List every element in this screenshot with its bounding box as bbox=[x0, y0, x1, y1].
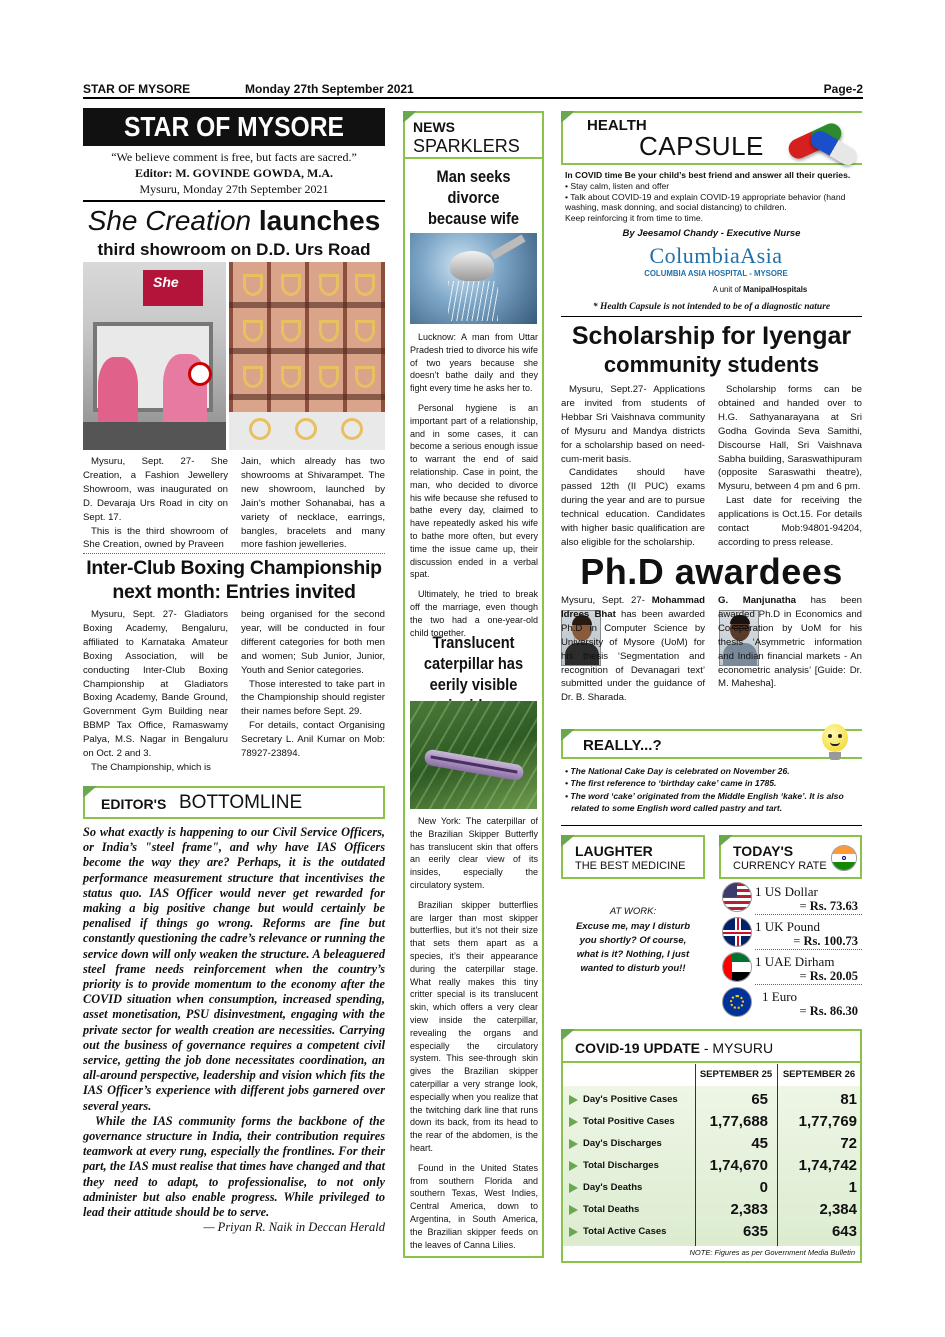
editors-bottomline-body bbox=[83, 825, 385, 1235]
scholarship-para-2: Candidates should have passed 12th (II PUC) exams during the year and are to pursue technical education. Candidates with higher basic qualification are also eligible for the scholarship. bbox=[561, 467, 705, 548]
covid-row-label: Day's Discharges bbox=[583, 1138, 662, 1149]
masthead-dateline: Mysuru, Monday 27th September 2021 bbox=[139, 182, 329, 196]
really-item-text: The National Cake Day is celebrated on November 26. bbox=[570, 766, 790, 776]
uae-flag-icon bbox=[722, 952, 752, 982]
covid-row-label: Total Positive Cases bbox=[583, 1116, 675, 1127]
phd-body-col1 bbox=[561, 594, 705, 705]
divider bbox=[563, 1061, 860, 1063]
laughter-heading: AT WORK: bbox=[609, 906, 657, 917]
editors-bottomline-credit: — Priyan R. Naik in Deccan Herald bbox=[203, 1220, 385, 1235]
scholarship-body-col1 bbox=[561, 383, 705, 550]
manipal-unit-b: ManipalHospitals bbox=[743, 285, 808, 294]
laughter-box bbox=[561, 835, 705, 879]
masthead-logo-text: STAR OF MYSORE bbox=[124, 111, 344, 142]
covid-value-sep25: 1,77,688 bbox=[709, 1113, 768, 1130]
covid-value-sep25: 2,383 bbox=[730, 1201, 768, 1218]
covid-value-sep26: 1,74,742 bbox=[798, 1157, 857, 1174]
corner-triangle bbox=[561, 729, 575, 741]
she-creation-para-2: This is the third showroom of She Creation, owned by Praveen bbox=[83, 525, 228, 551]
laughter-label-b: THE BEST MEDICINE bbox=[575, 860, 686, 872]
uk-flag-icon bbox=[722, 917, 752, 947]
phd-col1-lead: Mysuru, Sept. 27- bbox=[561, 595, 652, 606]
corner-triangle bbox=[561, 111, 575, 123]
currency-box bbox=[719, 835, 862, 879]
page-header bbox=[83, 81, 863, 99]
arrow-icon bbox=[569, 1227, 578, 1237]
scholarship-title-2: community students bbox=[603, 352, 820, 377]
currency-name: 1 US Dollar bbox=[755, 884, 818, 899]
columbia-asia-logo bbox=[641, 244, 791, 268]
currency-rate-value: Rs. 73.63 bbox=[809, 899, 858, 913]
header-paper-name: STAR OF MYSORE bbox=[83, 82, 191, 96]
she-creation-title bbox=[83, 205, 385, 237]
scholarship-body-col2 bbox=[718, 383, 862, 550]
covid-row bbox=[563, 1177, 861, 1199]
scholarship-para-3: Scholarship forms can be obtained and handed over to H.G. Sathyanarayana at Sri Godha Govinda Seva Samithi, Discourse Hall, Sri Vaishnava Sabha building, Saraswathipuram (opposite Saraswathi theatre), Mysuru, between 4 pm and 6 pm. bbox=[718, 384, 862, 493]
currency-label-b: CURRENCY RATE bbox=[733, 860, 827, 872]
really-item: • The word ‘cake’ originated from the Middle English ‘kake’. It is also related to some English word called pastry and tart. bbox=[565, 790, 844, 813]
sparkler-story1-para-2: Personal hygiene is an important part of a relationship, and in some cases, it can become a serious enough issue to warrant the end of said relationship. Case in point, the man, who decided to divorce his wife because she refused to bathe every day, claimed to have repeatedly asked his wife to bathe more often, but every time the issue came up, their discussion ended in a verbal spat. bbox=[410, 402, 538, 580]
scholarship-title-1: Scholarship for Iyengar bbox=[571, 322, 852, 350]
laughter-label-a: LAUGHTER bbox=[575, 843, 653, 859]
covid-row bbox=[563, 1199, 861, 1221]
header-page-number: Page-2 bbox=[823, 82, 863, 96]
covid-row-label: Total Discharges bbox=[583, 1160, 659, 1171]
health-capsule-body bbox=[565, 170, 861, 224]
columbia-asia-logo-b: Asia bbox=[740, 243, 783, 268]
covid-table bbox=[563, 1086, 860, 1246]
boxing-body-col2 bbox=[241, 608, 385, 761]
sparkler-story1-body bbox=[410, 331, 538, 639]
eu-flag-icon bbox=[722, 987, 752, 1017]
storefront-sign: She bbox=[153, 274, 179, 290]
covid-value-sep25: 1,74,670 bbox=[709, 1157, 768, 1174]
news-sparklers-label-a: NEWS bbox=[413, 119, 455, 135]
corner-triangle bbox=[561, 835, 575, 847]
covid-row-label: Total Active Cases bbox=[583, 1226, 667, 1237]
arrow-icon bbox=[569, 1139, 578, 1149]
health-capsule-bullet-3: Keep reinforcing it from time to time. bbox=[565, 213, 704, 224]
health-capsule-byline: By Jeesamol Chandy - Executive Nurse bbox=[622, 228, 801, 239]
news-sparklers-label-b: SPARKLERS bbox=[413, 136, 520, 156]
arrow-icon bbox=[569, 1161, 578, 1171]
covid-row-label: Day's Deaths bbox=[583, 1182, 643, 1193]
really-item-text: The word ‘cake’ originated from the Middle English ‘kake’. It is also related to some English word called pastry and tart. bbox=[570, 790, 844, 813]
covid-row-label: Day's Positive Cases bbox=[583, 1094, 678, 1105]
really-item: • The first reference to ‘birthday cake’ came in 1785. bbox=[565, 778, 777, 789]
covid-label-a: COVID-19 UPDATE bbox=[575, 1040, 700, 1056]
boxing-para-5: For details, contact Organising Secretary L. Anil Kumar on Mob: 78927-23894. bbox=[241, 720, 385, 760]
she-creation-body-col2: Jain, which already has two showrooms at Shivarampet. The new showroom, launched by Jain’s mother Sohanabai, has a variety of necklace, earrings, bangles, bracelets and many more fashion jewelleries. bbox=[241, 456, 385, 551]
currency-rate-value: Rs. 20.05 bbox=[809, 969, 858, 983]
manipal-unit-line bbox=[700, 285, 820, 294]
capsule-pill-icon bbox=[783, 115, 861, 165]
currency-rate-value: Rs. 86.30 bbox=[809, 1004, 858, 1018]
boxing-body-col1 bbox=[83, 608, 228, 775]
covid-value-sep26: 643 bbox=[831, 1223, 857, 1240]
she-creation-title-italic: She Creation bbox=[87, 205, 252, 236]
corner-triangle bbox=[719, 835, 733, 847]
health-capsule-label-a: HEALTH bbox=[587, 117, 647, 134]
currency-rate: = Rs. 20.05 bbox=[799, 969, 858, 983]
arrow-icon bbox=[569, 1205, 578, 1215]
masthead-motto: “We believe comment is free, but facts are sacred.” bbox=[111, 150, 357, 164]
sparkler-story2-title: Translucent caterpillar has eerily visible bbox=[423, 633, 524, 694]
phd-col2-text: has been awarded Ph.D in Economics and Co-operation by UoM for his thesis ‘Asymmetric information and Indian financial markets - An econometric analysis’ [Guide: Dr. M. Mahesha]. bbox=[718, 595, 862, 690]
sparkler-story2-para-1: New York: The caterpillar of the Brazilian Skipper Butterfly has translucent skin that offers an eerily clear view of its insides, especially the circulatory system. bbox=[410, 816, 538, 890]
health-capsule-label-b: CAPSULE bbox=[639, 131, 764, 161]
lightbulb-icon bbox=[818, 722, 852, 764]
phd-col2-name: G. Manjunatha bbox=[718, 595, 797, 606]
editors-bottomline-label-a: EDITOR'S bbox=[101, 796, 167, 812]
phd-title: Ph.D awardees bbox=[580, 551, 843, 592]
divider bbox=[561, 825, 862, 826]
sparkler-story1-para-1: Lucknow: A man from Uttar Pradesh tried to divorce his wife of two years because she doesn’t bathe daily and they fight every time he asks her to. bbox=[410, 332, 538, 394]
editors-bottomline-label-b: BOTTOMLINE bbox=[179, 792, 303, 813]
covid-row bbox=[563, 1155, 861, 1177]
currency-label-a: TODAY'S bbox=[733, 843, 794, 859]
sparkler-story1-para-3: Ultimately, he tried to break off the marriage, even though the two had a one-year-old child together. bbox=[410, 589, 538, 638]
arrow-icon bbox=[569, 1117, 578, 1127]
she-creation-para-1: Mysuru, Sept. 27- She Creation, a Fashion Jewellery Showroom, was inaugurated on D. Devaraja Urs Road in city on Sept. 17. bbox=[83, 456, 228, 523]
she-creation-body-col1 bbox=[83, 455, 228, 552]
she-creation-storefront-photo bbox=[83, 262, 226, 450]
phd-col1-name: Mohammad Idrees Bhat bbox=[561, 595, 705, 620]
divider bbox=[755, 914, 862, 915]
manipal-unit-a: A unit of bbox=[712, 285, 744, 294]
covid-header bbox=[575, 1040, 773, 1058]
laughter-joke: Excuse me, may I disturb you shortly? Of course, what is it? Nothing, I just wanted to disturb you!! bbox=[575, 921, 691, 974]
currency-rate: = Rs. 100.73 bbox=[793, 934, 858, 948]
boxing-para-2: The Championship, which is bbox=[91, 761, 211, 773]
covid-value-sep25: 65 bbox=[751, 1091, 768, 1108]
health-capsule-bullet-1: • Stay calm, listen and offer bbox=[565, 180, 670, 191]
covid-value-sep26: 1 bbox=[848, 1179, 857, 1196]
covid-row bbox=[563, 1221, 861, 1243]
news-sparklers-header bbox=[405, 113, 542, 159]
health-capsule-header bbox=[561, 111, 862, 165]
really-list bbox=[565, 765, 862, 814]
currency-rate-value: Rs. 100.73 bbox=[803, 934, 858, 948]
header-date: Monday 27th September 2021 bbox=[245, 82, 414, 96]
currency-row-usd bbox=[722, 882, 862, 916]
currency-rate: = Rs. 86.30 bbox=[799, 1004, 858, 1018]
editors-bottomline-para-1: So what exactly is happening to our Civil Service Officers, or India’s "steel frame", and why have IAS Officers become the way they are? Perhaps, it is the outdated performance measurement structure that incentivises the status quo. IAS Officer would never get rewarded for making a big positive change but would certainly be penalised if things go wrong. Reforms are fine but constantly questioning the cadre’s relevance or running the service down will only weaken the structure. A beleaguered steel frame needs reinforcement when the country’s priority is to provide momentum to the economy after the COVID situation when consumption, increased spending, asset monetisation, PSU disinvestment, engaging with the private sector for wealth creation are necessities. Carrying out the business of governance requires a competent civil service, getting the job done necessitates coordination, an all-around perspective, leadership and vision which fits the IAS Officer’s experience with different jobs garnered over several years. bbox=[83, 825, 385, 1113]
india-flag-icon bbox=[831, 845, 857, 871]
currency-rate: = Rs. 73.63 bbox=[799, 899, 858, 913]
currency-row-gbp bbox=[722, 917, 862, 951]
shower-photo bbox=[410, 233, 537, 324]
health-capsule-note: * Health Capsule is not intended to be of a diagnostic nature bbox=[592, 302, 831, 312]
covid-value-sep25: 635 bbox=[742, 1223, 768, 1240]
covid-value-sep26: 81 bbox=[840, 1091, 857, 1108]
masthead-logo bbox=[83, 108, 385, 146]
covid-value-sep25: 0 bbox=[759, 1179, 768, 1196]
boxing-para-3: being organised for the second year, will be conducted in four different categories for both men and women; Sub Junior, Junior, Youth and Senior categories. bbox=[241, 609, 385, 676]
divider bbox=[561, 316, 862, 317]
sparkler-story2-para-3: Found in the United States from southern Florida and southern Texas, West Indies, Central America, down to Argentina, in South America, the Brazilian skipper feeds on the leaves of Canna Lilies. bbox=[410, 1162, 538, 1250]
she-creation-subtitle: third showroom on D.D. Urs Road bbox=[97, 240, 371, 259]
covid-row-label: Total Deaths bbox=[583, 1204, 640, 1215]
arrow-icon bbox=[569, 1095, 578, 1105]
phd-body-col2 bbox=[718, 594, 862, 691]
covid-value-sep26: 2,384 bbox=[819, 1201, 857, 1218]
columbia-asia-subtitle: COLUMBIA ASIA HOSPITAL - MYSORE bbox=[644, 269, 788, 278]
covid-row bbox=[563, 1133, 861, 1155]
covid-note: NOTE: Figures as per Government Media Bulletin bbox=[689, 1248, 855, 1257]
masthead-rule bbox=[83, 200, 385, 202]
scholarship-para-4: Last date for receiving the applications is Oct.15. For details contact Mob:94801-94204, according to press release. bbox=[718, 495, 862, 548]
sparkler-story2-body bbox=[410, 815, 538, 1251]
divider bbox=[755, 984, 862, 985]
boxing-para-4: Those interested to take part in the Championship should register their names before Sept. 29. bbox=[241, 678, 385, 718]
covid-value-sep25: 45 bbox=[751, 1135, 768, 1152]
really-item-text: The first reference to ‘birthday cake’ came in 1785. bbox=[570, 778, 777, 789]
columbia-asia-logo-a: Columbia bbox=[649, 243, 741, 268]
sparkler-story1-title: Man seeks divorce because wife bbox=[427, 167, 519, 228]
phd-col1-text: has been awarded Ph.D in Computer Science by University of Mysore (UoM) for his thesis ‘Segmentation and recognition of Devanagari text’ submitted under the guidance of Dr. B. Sharada. bbox=[561, 608, 705, 704]
really-label: REALLY...? bbox=[583, 737, 662, 754]
currency-name: 1 Euro bbox=[762, 989, 798, 1004]
covid-label-b: - MYSURU bbox=[699, 1040, 774, 1056]
covid-value-sep26: 1,77,769 bbox=[798, 1113, 857, 1130]
really-box bbox=[561, 729, 862, 759]
boxing-para-1: Mysuru, Sept. 27- Gladiators Boxing Academy, Bengaluru, affiliated to Karnataka Amateur Boxing Association, will be conducting Inter-Club Boxing Championship at Gladiators Boxing Academy, Bande Ground, Government Gym Building near BBMP Tax Office, Ramaswamy Palya, M.S. Nagar in Bengaluru on Oct. 2 and 3. bbox=[83, 609, 228, 760]
covid-col-header-b: SEPTEMBER 26 bbox=[782, 1069, 856, 1080]
health-capsule-intro: In COVID time Be your child’s best friend and answer all their queries. bbox=[565, 170, 851, 180]
sparkler-story2-para-2: Brazilian skipper butterflies are larger than most skipper butterflies, but it’s not their size that sets them apart as a species, it’s their appearance during the caterpillar stage. What really makes this tiny critter special is its translucent skin, which offers a very clear view inside the caterpillar, revealing the organs and especially the circulatory system. This see-through skin gives the Brazilian skipper caterpillar a very strange look, especially when you realize that the twitching dark line that runs down its back, from its head to the rear of the abdomen, is the heart. bbox=[410, 899, 538, 1153]
currency-name: 1 UAE Dirham bbox=[755, 954, 835, 969]
really-item: • The National Cake Day is celebrated on November 26. bbox=[565, 766, 790, 776]
caterpillar-photo bbox=[410, 701, 537, 809]
she-creation-jewellery-photo bbox=[229, 262, 385, 450]
boxing-title: Inter-Club Boxing Championship next month: Entries invited bbox=[86, 557, 382, 603]
us-flag-icon bbox=[722, 882, 752, 912]
currency-name: 1 UK Pound bbox=[755, 919, 821, 934]
currency-row-eur bbox=[722, 987, 862, 1021]
she-creation-title-rest: launches bbox=[251, 205, 381, 236]
covid-col-header-a: SEPTEMBER 25 bbox=[699, 1069, 773, 1080]
divider bbox=[755, 949, 862, 950]
corner-triangle bbox=[83, 786, 97, 798]
divider bbox=[83, 553, 385, 554]
corner-triangle bbox=[561, 1029, 575, 1041]
arrow-icon bbox=[569, 1183, 578, 1193]
editors-bottomline-box bbox=[83, 786, 385, 819]
currency-row-aed bbox=[722, 952, 862, 986]
covid-row bbox=[563, 1089, 861, 1111]
editors-bottomline-para-2: While the IAS community forms the backbone of the governance structure in India, their contribution requires teamwork at every rung, especially the frontlines. For their part, the IAS must realise that times have changed and that they need to adapt, to professionalise, to not only administer but also enable progress. While privileged to lead their attitude should be to serve. bbox=[83, 1113, 385, 1220]
covid-row bbox=[563, 1111, 861, 1133]
masthead-editor: Editor: M. GOVINDE GOWDA, M.A. bbox=[135, 166, 333, 180]
covid-value-sep26: 72 bbox=[840, 1135, 857, 1152]
health-capsule-bullet-2: • Talk about COVID-19 and explain COVID-19 appropriate behavior (hand washing, mask donning, and social distancing) to children. bbox=[565, 191, 846, 213]
scholarship-para-1: Mysuru, Sept.27- Applications are invited from students of Hebbar Sri Vaishnava community of Mysuru and Mandya districts for a scholarship based on need-cum-merit basis. bbox=[561, 384, 705, 465]
